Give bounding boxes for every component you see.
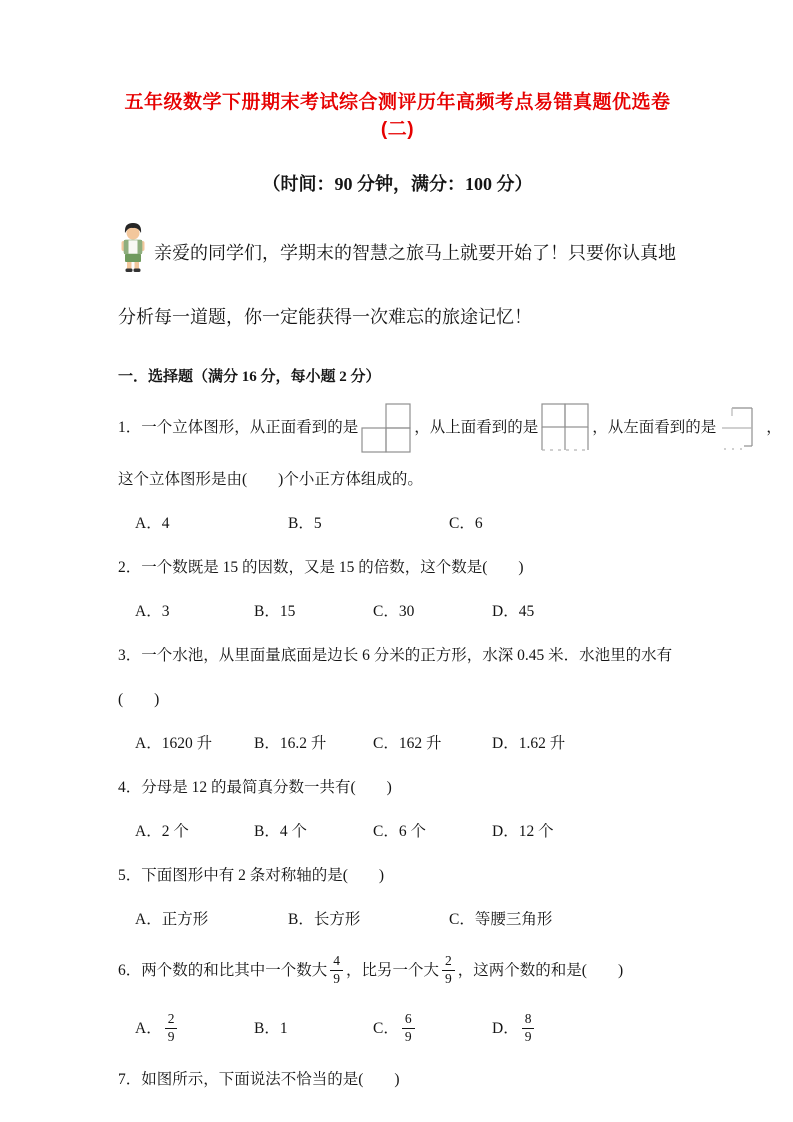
question-6-text-seg1: 6．两个数的和比其中一个数大	[118, 961, 328, 979]
question-6-text-seg2: ，比另一个大	[346, 961, 440, 979]
option-a: A．正方形	[135, 910, 209, 928]
option-d: D．45	[492, 602, 535, 620]
front-view-diagram-icon	[358, 419, 414, 436]
option-c: C．6 个	[373, 822, 426, 840]
option-d: D．12 个	[492, 822, 554, 840]
fraction: $\frac{6}{9}$	[402, 1011, 415, 1046]
question-1-text-seg4: ，	[766, 418, 782, 436]
page-title: 五年级数学下册期末考试综合测评历年高频考点易错真题优选卷(二)	[124, 92, 671, 140]
question-6	[118, 942, 677, 1058]
option-c: C．162 升	[373, 734, 442, 752]
question-3-options	[118, 722, 677, 766]
question-6-text-seg3: ，这两个数的和是( )	[457, 961, 624, 979]
question-1-text-seg3: ，从左面看到的是	[592, 418, 717, 436]
option-b: B．5	[288, 514, 322, 532]
question-7-text: 7．如图所示，下面说法不恰当的是( )	[118, 1070, 400, 1088]
exam-time-score-subtitle: （时间：90 分钟，满分：100 分）	[262, 174, 533, 195]
option-c: C．等腰三角形	[449, 910, 553, 928]
question-6-text	[118, 942, 677, 1000]
question-1-text-seg1: 1．一个立体图形，从正面看到的是	[118, 418, 359, 436]
question-5-options	[118, 898, 677, 942]
option-c: C．30	[373, 602, 415, 620]
option-a: A． $\frac{2}{9}$	[135, 1000, 254, 1058]
option-d: D．1.62 升	[492, 734, 566, 752]
question-1-options	[118, 502, 677, 546]
question-1-text-seg2: ，从上面看到的是	[414, 418, 539, 436]
fraction: $\frac{8}{9}$	[522, 1011, 535, 1046]
option-b: B．15	[254, 602, 296, 620]
option-c: C．6	[449, 514, 483, 532]
question-5	[118, 854, 677, 942]
question-2-options	[118, 590, 677, 634]
question-7	[118, 1058, 677, 1102]
question-2-text: 2．一个数既是 15 的因数，又是 15 的倍数，这个数是( )	[118, 558, 524, 576]
question-1-line2: 这个立体图形是由( )个小正方体组成的。	[118, 470, 423, 488]
top-view-diagram-icon	[538, 419, 592, 436]
question-3-text: 3．一个水池，从里面量底面是边长 6 分米的正方形，水深 0.45 米．水池里的水有( )	[118, 646, 673, 708]
question-6-options	[118, 1000, 677, 1058]
left-view-diagram-icon	[716, 419, 766, 436]
option-b: B．长方形	[288, 910, 361, 928]
option-b: B．16.2 升	[254, 734, 327, 752]
option-c: C． $\frac{6}{9}$	[373, 1000, 492, 1058]
fraction: $\frac{2}{9}$	[165, 1011, 178, 1046]
option-d: D． $\frac{8}{9}$	[492, 1000, 537, 1058]
question-5-text: 5．下面图形中有 2 条对称轴的是( )	[118, 866, 385, 884]
question-4-text: 4．分母是 12 的最简真分数一共有( )	[118, 778, 392, 796]
option-b: B．1	[254, 1019, 288, 1037]
fraction: $\frac{4}{9}$	[330, 953, 343, 988]
question-4-options	[118, 810, 677, 854]
section-heading-choice: 一．选择题（满分 16 分，每小题 2 分）	[118, 368, 381, 385]
fraction: $\frac{2}{9}$	[442, 953, 455, 988]
option-a: A．2 个	[135, 822, 189, 840]
question-1-line1	[118, 398, 782, 458]
option-a: A．3	[135, 602, 170, 620]
question-2	[118, 546, 677, 634]
intro-text: 亲爱的同学们，学期末的智慧之旅马上就要开始了！只要你认真地分析每一道题，你一定能获得一次难忘的旅途记忆！	[118, 242, 676, 327]
student-cartoon-icon	[118, 221, 148, 292]
option-b: B．4 个	[254, 822, 307, 840]
intro-paragraph	[118, 221, 677, 342]
question-3	[118, 634, 677, 766]
question-1	[118, 398, 782, 546]
option-a: A．4	[135, 514, 170, 532]
option-a: A．1620 升	[135, 734, 213, 752]
question-4	[118, 766, 677, 854]
